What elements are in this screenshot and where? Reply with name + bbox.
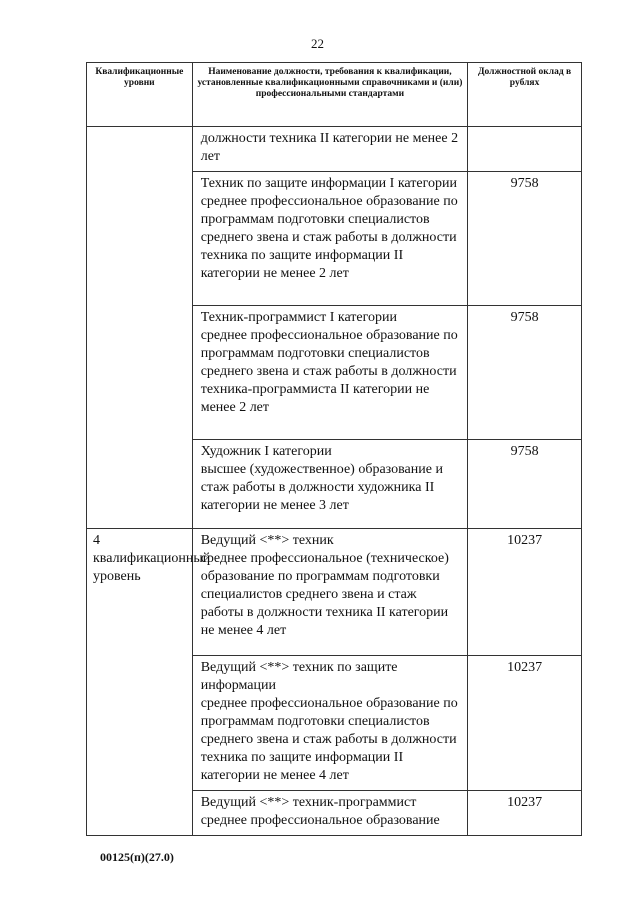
salary-cell: 10237 [468,656,582,791]
salary-cell: 10237 [468,529,582,656]
position-cell [192,440,467,529]
position-requirement: среднее профессиональное образование по программам подготовки специалистов среднего звена и стаж работы в должности техника-программиста II категории не менее 2 лет [200,328,458,415]
position-requirement: среднее профессиональное (техническое) образование по программам подготовки специалистов среднего звена и стаж работы в должности техника II категории не менее 4 лет [200,551,449,638]
table-row [87,529,582,656]
table-row [87,127,582,172]
salary-cell [468,127,582,172]
level-cell: 4 квалификационный уровень [87,529,193,836]
salary-cell: 9758 [468,306,582,440]
position-cell [192,127,467,172]
position-title: Ведущий <**> техник [200,533,334,548]
position-cell [192,656,467,791]
salary-cell: 10237 [468,791,582,836]
position-requirement: среднее профессиональное образование по программам подготовки специалистов среднего звена и стаж работы в должности техника по защите информации II категории не менее 2 лет [200,194,458,281]
qualification-salary-table [86,62,582,836]
position-requirement: среднее профессиональное образование по программам подготовки специалистов среднего звена и стаж работы в должности техника по защите информации II категории не менее 4 лет [200,696,458,783]
document-code: 00125(п)(27.0) [100,850,174,864]
level-cell-empty [87,127,193,529]
position-cell [192,306,467,440]
header-qualification-levels: Квалификационные уровни [87,63,193,127]
position-title: Художник I категории [200,444,332,459]
page-number: 22 [311,36,324,51]
position-requirement: должности техника II категории не менее 2 лет [200,131,459,164]
position-requirement: среднее профессиональное образование [200,813,440,828]
header-salary: Должностной оклад в рублях [468,63,582,127]
position-cell [192,172,467,306]
salary-cell: 9758 [468,440,582,529]
header-position-requirements: Наименование должности, требования к квалификации, установленные квалификационными справочниками и (или) профессиональными стандартами [192,63,467,127]
salary-cell: 9758 [468,172,582,306]
position-title: Ведущий <**> техник-программист [200,795,417,810]
position-title: Техник по защите информации I категории [200,176,457,191]
position-requirement: высшее (художественное) образование и стаж работы в должности художника II категории не менее 3 лет [200,462,443,513]
position-title: Техник-программист I категории [200,310,398,325]
position-cell [192,529,467,656]
position-title: Ведущий <**> техник по защите информации [200,660,398,693]
position-cell [192,791,467,836]
table-header-row [87,63,582,127]
